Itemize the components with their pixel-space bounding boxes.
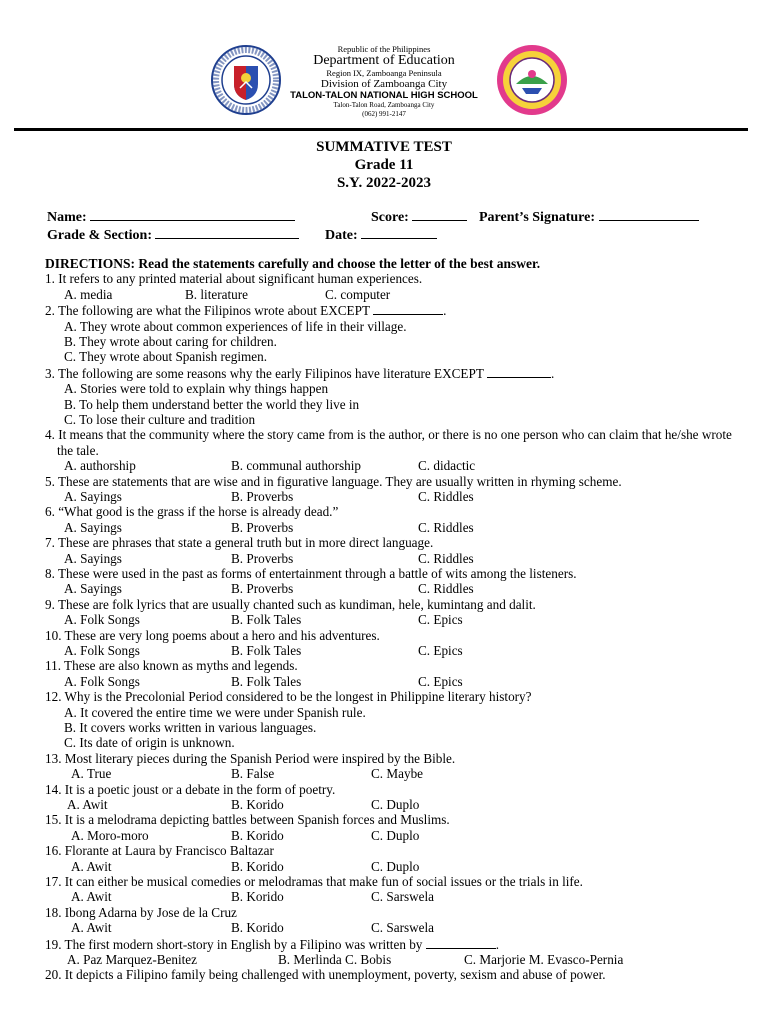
option-c[interactable]: C. Riddles — [418, 581, 474, 597]
question-text: 20. It depicts a Filipino family being challenged with unemployment, poverty, sexism and abuse of power. — [45, 967, 606, 983]
question-17 — [45, 874, 745, 905]
option-a[interactable]: A. Sayings — [64, 550, 122, 566]
option-a[interactable]: A. Sayings — [64, 519, 122, 535]
student-info-fields — [47, 207, 747, 243]
option-a[interactable]: A. True — [71, 766, 112, 782]
option-c[interactable]: C. Riddles — [418, 550, 474, 566]
header-text-block — [270, 44, 498, 119]
option-b[interactable]: B. To help them understand better the world they live in — [64, 396, 360, 412]
question-1 — [45, 271, 745, 302]
question-9 — [45, 597, 745, 628]
answer-blank[interactable] — [487, 365, 551, 378]
options-row — [45, 920, 745, 935]
department-line: Department of Education — [313, 53, 455, 68]
header-divider — [14, 128, 748, 131]
option-a[interactable]: A. Sayings — [64, 489, 122, 505]
option-b[interactable]: B. It covers works written in various languages. — [64, 720, 317, 736]
republic-line: Republic of the Philippines — [337, 44, 431, 54]
question-text: 6. “What good is the grass if the horse is already dead.” — [45, 504, 339, 520]
option-b[interactable]: B. Korido — [231, 797, 284, 813]
option-b[interactable]: B. Korido — [231, 858, 284, 874]
options-row — [45, 828, 745, 843]
question-20 — [45, 967, 745, 982]
school-year: S.Y. 2022-2023 — [336, 175, 432, 191]
option-a[interactable]: A. Awit — [67, 797, 108, 813]
question-15 — [45, 812, 745, 843]
option-b[interactable]: B. Folk Tales — [231, 612, 302, 628]
option-c[interactable]: C. Riddles — [418, 489, 474, 505]
question-16 — [45, 843, 745, 874]
options-row — [45, 889, 745, 904]
option-c[interactable]: C. computer — [325, 286, 391, 302]
question-text: 13. Most literary pieces during the Spanish Period were inspired by the Bible. — [45, 750, 456, 766]
question-13 — [45, 751, 745, 782]
options-row — [45, 952, 745, 967]
question-text: 18. Ibong Adarna by Jose de la Cruz — [45, 904, 237, 920]
option-a[interactable]: A. Folk Songs — [64, 612, 140, 628]
option-c[interactable]: C. Epics — [418, 673, 463, 689]
option-b[interactable]: B. They wrote about caring for children. — [64, 334, 277, 350]
question-18 — [45, 905, 745, 936]
question-text: 15. It is a melodrama depicting battles between Spanish forces and Muslims. — [45, 812, 450, 828]
question-text: 10. These are very long poems about a hero and his adventures. — [45, 627, 380, 643]
question-19 — [45, 936, 745, 968]
option-a[interactable]: A. media — [64, 286, 113, 302]
question-text: 14. It is a poetic joust or a debate in the form of poetry. — [45, 781, 336, 797]
options-row — [45, 581, 745, 596]
option-c[interactable]: C. Epics — [418, 612, 463, 628]
option-b[interactable]: B. communal authorship — [231, 458, 362, 474]
question-5 — [45, 474, 745, 505]
option-b[interactable]: B. Proverbs — [231, 519, 294, 535]
options-row — [45, 520, 745, 535]
option-a[interactable]: A. Awit — [71, 889, 112, 905]
option-b[interactable]: B. Korido — [231, 920, 284, 936]
question-12 — [45, 689, 745, 751]
question-text: 3. The following are some reasons why the early Filipinos have literature EXCEPT . — [45, 365, 555, 381]
option-a[interactable]: A. They wrote about common experiences of life in their village. — [64, 318, 407, 334]
option-b[interactable]: B. Proverbs — [231, 581, 294, 597]
option-b[interactable]: B. False — [231, 766, 275, 782]
directions: DIRECTIONS: Read the statements carefully and choose the letter of the best answer. — [45, 256, 541, 271]
options-row — [45, 458, 745, 473]
option-c[interactable]: C. They wrote about Spanish regimen. — [64, 349, 268, 365]
options-row — [45, 551, 745, 566]
question-text: 4. It means that the community where the story came from is the author, or there is no one person who can claim that he/she wrote the tale. — [45, 427, 732, 458]
option-c[interactable]: C. To lose their culture and tradition — [64, 412, 256, 428]
option-b[interactable]: B. Folk Tales — [231, 643, 302, 659]
name-field[interactable] — [90, 207, 295, 221]
region-line: Region IX, Zamboanga Peninsula — [326, 68, 442, 78]
question-text: 11. These are also known as myths and legends. — [45, 658, 298, 674]
question-text: 17. It can either be musical comedies or melodramas that make fun of social issues or the trials in life. — [45, 874, 583, 890]
question-text: 1. It refers to any printed material about significant human experiences. — [45, 271, 423, 287]
option-b[interactable]: B. literature — [185, 286, 248, 302]
score-field[interactable] — [412, 207, 467, 221]
question-text: 12. Why is the Precolonial Period considered to be the longest in Philippine literary history? — [45, 689, 532, 705]
grade-section-field[interactable] — [155, 225, 299, 239]
question-text: 9. These are folk lyrics that are usually chanted such as kundiman, hele, kumintang and dalit. — [45, 596, 536, 612]
option-a[interactable]: A. Stories were told to explain why things happen — [64, 381, 329, 397]
options-row — [45, 797, 745, 812]
option-a[interactable]: A. Sayings — [64, 581, 122, 597]
answer-blank[interactable] — [426, 936, 496, 949]
parent-signature-field[interactable] — [599, 207, 699, 221]
options-row — [45, 859, 745, 874]
option-c[interactable]: C. Marjorie M. Evasco-Pernia — [464, 952, 624, 968]
option-c[interactable]: C. Duplo — [371, 827, 420, 843]
question-8 — [45, 566, 745, 597]
option-a[interactable]: A. It covered the entire time we were under Spanish rule. — [64, 704, 366, 720]
option-a[interactable]: A. Awit — [71, 858, 112, 874]
option-b[interactable]: B. Korido — [231, 889, 284, 905]
test-title: SUMMATIVE TEST — [316, 139, 452, 155]
name-label: Name: — [47, 210, 87, 225]
question-text: 8. These were used in the past as forms of entertainment through a battle of wits among the listeners. — [45, 566, 577, 582]
answer-blank[interactable] — [373, 302, 443, 315]
options-row — [45, 612, 745, 627]
score-label: Score: — [371, 210, 409, 225]
school-name: TALON-TALON NATIONAL HIGH SCHOOL — [290, 90, 478, 101]
option-b[interactable]: B. Proverbs — [231, 489, 294, 505]
question-text: 7. These are phrases that state a general truth but in more direct language. — [45, 535, 434, 551]
options-row — [45, 287, 745, 302]
date-label: Date: — [325, 228, 358, 243]
options-row — [45, 489, 745, 504]
option-b[interactable]: B. Korido — [231, 827, 284, 843]
question-text: 16. Florante at Laura by Francisco Baltazar — [45, 843, 274, 859]
option-a[interactable]: A. Folk Songs — [64, 643, 140, 659]
date-field[interactable] — [361, 225, 437, 239]
option-c[interactable]: C. Epics — [418, 643, 463, 659]
question-7 — [45, 535, 745, 566]
grade-section-label: Grade & Section: — [47, 228, 152, 243]
question-2 — [45, 302, 745, 365]
options-row — [45, 766, 745, 781]
option-c[interactable]: C. Sarswela — [371, 920, 434, 936]
division-line: Division of Zamboanga City — [320, 78, 448, 90]
question-text: 5. These are statements that are wise and in figurative language. They are usually written in rhyming scheme. — [45, 473, 622, 489]
school-phone: (062) 991-2147 — [362, 110, 406, 118]
option-c[interactable]: C. Duplo — [371, 797, 420, 813]
option-c[interactable]: C. Duplo — [371, 858, 420, 874]
option-b[interactable]: B. Folk Tales — [231, 673, 302, 689]
option-c[interactable]: C. Riddles — [418, 519, 474, 535]
options-row — [45, 674, 745, 689]
grade-level: Grade 11 — [354, 157, 414, 173]
test-title-block — [0, 138, 768, 192]
question-11 — [45, 658, 745, 689]
option-a[interactable]: A. Folk Songs — [64, 673, 140, 689]
option-b[interactable]: B. Merlinda C. Bobis — [278, 952, 392, 968]
option-c[interactable]: C. Maybe — [371, 766, 424, 782]
questions-section — [45, 256, 745, 983]
school-seal-icon — [496, 44, 568, 116]
question-text: 19. The first modern short-story in English by a Filipino was written by . — [45, 936, 499, 952]
question-10 — [45, 628, 745, 659]
document-header — [0, 0, 768, 124]
option-a[interactable]: A. authorship — [64, 458, 136, 474]
school-address: Talon-Talon Road, Zamboanga City — [333, 101, 435, 109]
question-6 — [45, 504, 745, 535]
option-c[interactable]: C. Its date of origin is unknown. — [64, 735, 235, 751]
question-text: 2. The following are what the Filipinos wrote about EXCEPT . — [45, 303, 447, 319]
parent-signature-label: Parent’s Signature: — [479, 210, 596, 225]
option-a[interactable]: A. Awit — [71, 920, 112, 936]
option-c[interactable]: C. Sarswela — [371, 889, 434, 905]
options-row — [45, 643, 745, 658]
question-4 — [45, 427, 745, 473]
option-a[interactable]: A. Moro-moro — [71, 827, 149, 843]
option-c[interactable]: C. didactic — [418, 458, 476, 474]
option-a[interactable]: A. Paz Marquez-Benitez — [67, 952, 197, 968]
question-3 — [45, 365, 745, 428]
question-14 — [45, 782, 745, 813]
option-b[interactable]: B. Proverbs — [231, 550, 294, 566]
